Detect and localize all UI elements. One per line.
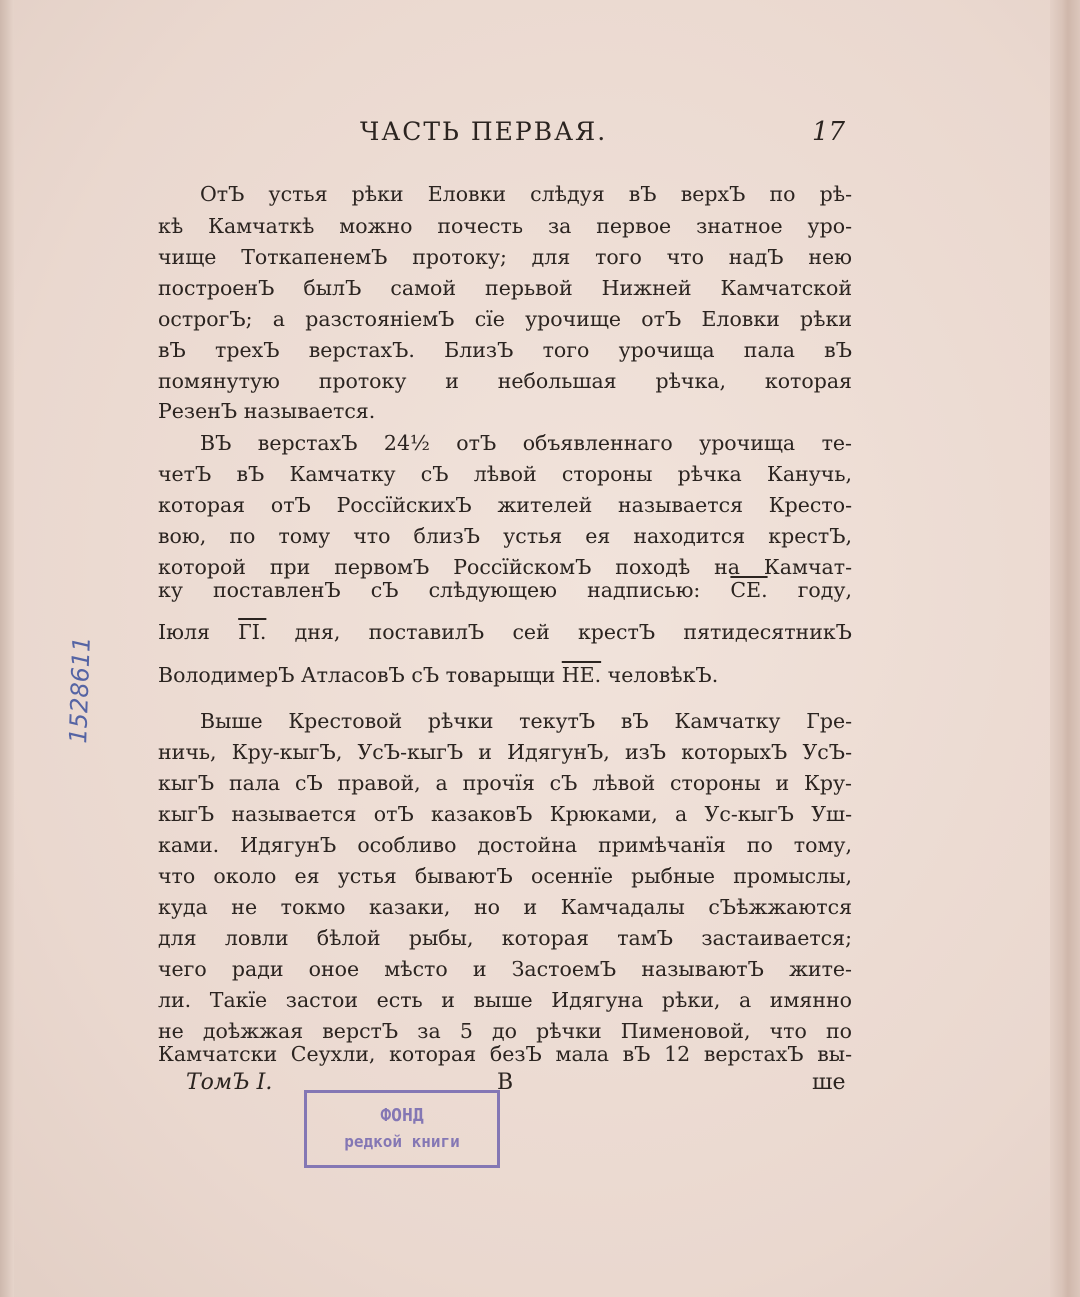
text-line: что около ея устья бываютЪ осеннїе рыбные промыслы, <box>158 864 852 888</box>
page-edge <box>1050 0 1080 1297</box>
catchword: ше <box>812 1070 846 1095</box>
text-line: ками. ИдягунЪ особливо достойна примѣчанїя по тому, <box>158 833 852 857</box>
text-line: четЪ вЪ Камчатку сЪ лѣвой стороны рѣчка Канучь, <box>158 462 852 486</box>
inscription-line: Іюля ГІ. дня, поставилЪ сей крестЪ пятидесятникЪ <box>158 620 852 644</box>
text-line: для ловли бѣлой рыбы, которая тамЪ застаивается; <box>158 926 852 950</box>
text-line: кыгЪ называется отЪ казаковЪ Крюками, а Ус-кыгЪ Уш- <box>158 802 852 826</box>
inscription-line: ку поставленЪ сЪ слѣдующею надписью: СЕ. году, <box>158 578 852 602</box>
text-line: ОтЪ устья рѣки Еловки слѣдуя вЪ верхЪ по рѣ- <box>200 182 852 206</box>
text-line: Выше Крестовой рѣчки текутЪ вЪ Камчатку Гре- <box>200 709 852 733</box>
text-line: Камчатски Сеухли, которая безЪ мала вЪ 12 верстахЪ вы- <box>158 1042 852 1066</box>
overlined-numeral: ГІ. <box>238 620 267 644</box>
page-number: 17 <box>812 117 846 147</box>
overlined-numeral: НЕ. <box>561 663 602 687</box>
text-line: не доѣжжая верстЪ за 5 до рѣчки Пименовой, что по <box>158 1019 852 1043</box>
text-line: которая отЪ РоссїйскихЪ жителей называется Крестo- <box>158 493 852 517</box>
volume-signature: ТомЪ I. <box>186 1070 273 1095</box>
text-line: чище ТоткапенемЪ протоку; для того что надЪ нею <box>158 245 852 269</box>
page-gutter <box>0 0 14 1297</box>
text-line: чего ради оное мѣсто и ЗастоемЪ называютЪ жите- <box>158 957 852 981</box>
overlined-numeral: СЕ. <box>730 578 768 602</box>
text-line: которой при первомЪ РоссїйскомЪ походѣ на Камчат- <box>158 555 852 579</box>
text-line: острогЪ; а разстояніемЪ сїе урочище отЪ Еловки рѣки <box>158 307 852 331</box>
text-line: кыгЪ пала сЪ правой, а прочїя сЪ лѣвой стороны и Кру- <box>158 771 852 795</box>
handwritten-inventory-number: 1528611 <box>64 636 96 744</box>
text-line: построенЪ былЪ самой перьвой Нижней Камчатской <box>158 276 852 300</box>
inscription-line: ВолодимерЪ АтласовЪ сЪ товарыщи НЕ. человѣкЪ. <box>158 663 719 687</box>
gathering-signature: В <box>497 1070 514 1095</box>
text-line: вЪ трехЪ верстахЪ. БлизЪ того урочища пала вЪ <box>158 338 852 362</box>
text-line: помянутую протоку и небольшая рѣчка, которая <box>158 369 852 393</box>
text-line: ли. Такїе застои есть и выше Идягуна рѣки, а имянно <box>158 988 852 1012</box>
text-line: вою, по тому что близЪ устья ея находится крестЪ, <box>158 524 852 548</box>
library-stamp: ФОНД редкой книги <box>304 1090 500 1168</box>
text-line: ничь, Кру-кыгЪ, УсЪ-кыгЪ и ИдягунЪ, изЪ которыхЪ УсЪ- <box>158 740 852 764</box>
running-head: ЧАСТЬ ПЕРВАЯ. <box>360 117 608 146</box>
text-line: кѣ Камчаткѣ можно почесть за первое знатное уро- <box>158 214 852 238</box>
text-line: РезенЪ называется. <box>158 399 376 423</box>
text-line: ВЪ верстахЪ 24½ отЪ объявленнаго урочища те- <box>200 431 852 455</box>
text-line: куда не токмо казаки, но и Камчадалы сЪѣжжаются <box>158 895 852 919</box>
